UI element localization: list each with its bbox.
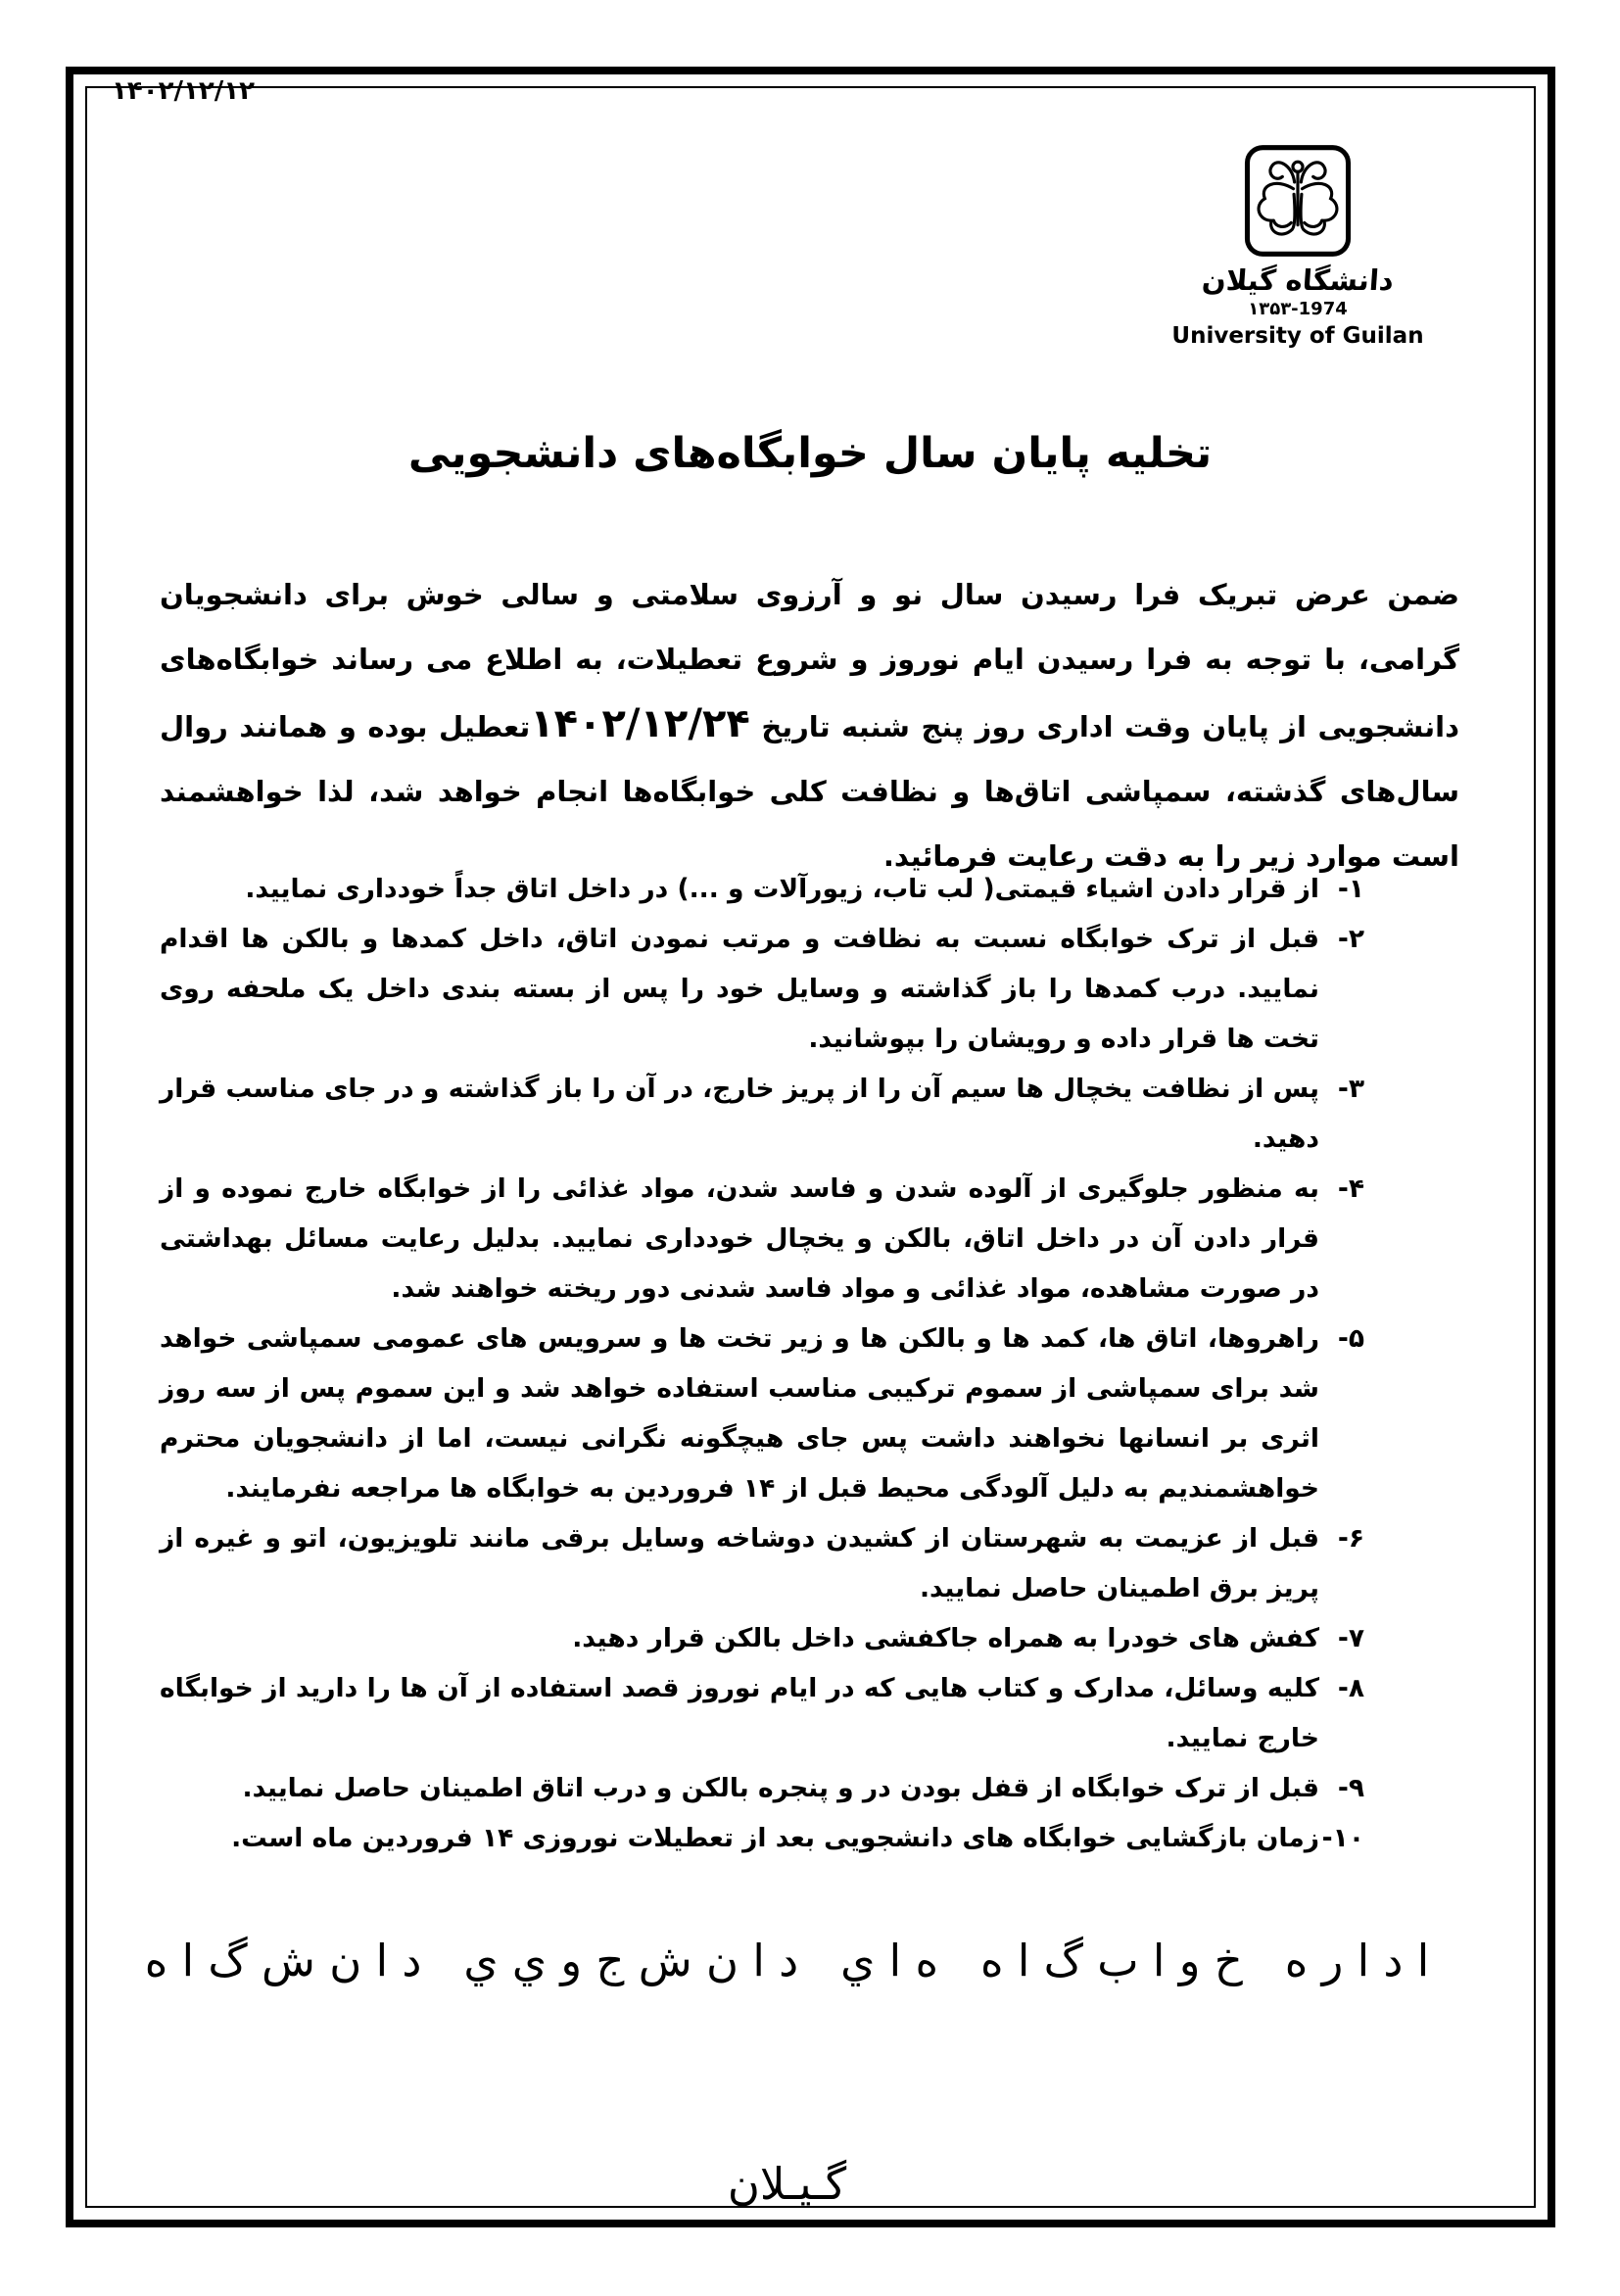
list-item — [160, 1663, 1364, 1763]
list-item-text: زمان بازگشایی خوابگاه های دانشجویی بعد از تعطیلات نوروزی ۱۴ فروردین ماه است. — [231, 1823, 1319, 1853]
list-item-text: قبل از ترک خوابگاه از قفل بودن در و پنجره بالکن و درب اتاق اطمینان حاصل نمایید. — [242, 1773, 1319, 1803]
signature-block — [137, 1775, 1437, 2296]
list-item-text: راهروها، اتاق ها، کمد ها و بالکن ها و زیر تخت ها و سرویس های عمومی سمپاشی خواهد شد برای سمپاشی از سموم ترکیبی مناسب استفاده خواهد شد و این سموم پس از سه روز اثری بر انسانها نخواهند داشت پس جای هیچگونه نگرانی نیست، اما از دانشجویان محترم خواهشمندیم به دلیل آلودگی محیط قبل از ۱۴ فروردین به خوابگاه ها مراجعه نفرمایند. — [160, 1323, 1319, 1504]
signature-line-2: گـيـلان — [727, 2158, 847, 2210]
list-item — [160, 914, 1364, 1064]
instruction-list — [160, 864, 1364, 1863]
logo-persian-calligraphy: دانشگاه گیلان — [1200, 263, 1396, 297]
list-item-text: از قرار دادن اشیاء قیمتی( لب تاب، زیورآلات و ...) در داخل اتاق جداً خودداری نمایید. — [245, 874, 1319, 904]
list-item — [160, 1064, 1364, 1164]
list-item-number: ۲- — [1337, 924, 1364, 954]
list-item — [160, 1513, 1364, 1613]
list-item — [160, 1164, 1364, 1314]
signature-line-1: ا د ا ر ه خ و ا ب گ ا ه ه ا ي د ا ن ش ج و ي ي د ا ن ش گ ا ه — [144, 1935, 1430, 1986]
list-item — [160, 1613, 1364, 1663]
list-item-number: ۹- — [1337, 1773, 1364, 1803]
list-item-number: ۴- — [1337, 1173, 1364, 1204]
university-of-guilan-emblem-icon — [1243, 143, 1353, 259]
closure-date: ۱۴۰۲/۱۲/۲۴ — [530, 701, 750, 746]
intro-text-after-date: تعطیل بوده و همانند روال سال‌های گذشته، سمپاشی اتاق‌ها و نظافت کلی خوابگاه‌ها انجام خواهد شد، لذا خواهشمند است موارد زیر را به دقت رعایت فرمائید. — [160, 710, 1459, 873]
university-logo — [1151, 143, 1445, 351]
logo-english-name: University of Guilan — [1171, 323, 1424, 349]
list-item-number: ۷- — [1337, 1623, 1364, 1653]
list-item-number: ۱- — [1337, 874, 1364, 904]
list-item-number: ۱۰- — [1321, 1823, 1364, 1853]
page-title: تخلیه پایان سال خوابگاه‌های دانشجویی — [407, 429, 1213, 478]
list-item-number: ۵- — [1337, 1323, 1364, 1354]
list-item-text: قبل از عزیمت به شهرستان از کشیدن دوشاخه وسایل برقی مانند تلویزیون، اتو و غیره از پریز برق اطمینان حاصل نمایید. — [160, 1523, 1319, 1603]
logo-founding-years: ۱۳۵۳-1974 — [1248, 299, 1348, 319]
list-item-number: ۳- — [1337, 1074, 1364, 1104]
list-item-text: قبل از ترک خوابگاه نسبت به نظافت و مرتب نمودن اتاق، داخل کمدها و بالکن ها اقدام نمایید. درب کمدها را باز گذاشته و وسایل خود را پس از بسته بندی داخل یک ملحفه روی تخت ها قرار داده و رویشان را بپوشانید. — [160, 924, 1319, 1054]
list-item-text: به منظور جلوگیری از آلوده شدن و فاسد شدن، مواد غذائی را از خوابگاه خارج نموده و از قرار دادن آن در داخل اتاق، بالکن و یخچال خودداری نمایید. بدلیل رعایت مسائل بهداشتی در صورت مشاهده، مواد غذائی و مواد فاسد شدنی دور ریخته خواهند شد. — [160, 1173, 1319, 1304]
list-item-text: پس از نظافت یخچال ها سیم آن را از پریز خارج، در آن را باز گذاشته و در جای مناسب قرار دهید. — [160, 1074, 1319, 1154]
letter-date: ۱۴۰۲/۱۲/۱۲ — [112, 76, 255, 106]
intro-text-before-date: ضمن عرض تبریک فرا رسیدن سال نو و آرزوی سلامتی و سالی خوش برای دانشجویان گرامی، با توجه به فرا رسیدن ایام نوروز و شروع تعطیلات، به اطلاع می رساند خوابگاه‌های دانشجویی از پایان وقت اداری روز پنج شنبه تاریخ — [160, 578, 1459, 743]
list-item-number: ۸- — [1337, 1673, 1364, 1703]
list-item — [160, 1314, 1364, 1513]
list-item-text: کلیه وسائل، مدارک و کتاب هایی که در ایام نوروز قصد استفاده از آن ها را دارید از خوابگاه خارج نمایید. — [160, 1673, 1319, 1753]
list-item — [160, 864, 1364, 914]
intro-paragraph — [160, 562, 1459, 888]
list-item-text: کفش های خودرا به همراه جاکفشی داخل بالکن قرار دهید. — [572, 1623, 1319, 1653]
list-item-number: ۶- — [1337, 1523, 1364, 1554]
